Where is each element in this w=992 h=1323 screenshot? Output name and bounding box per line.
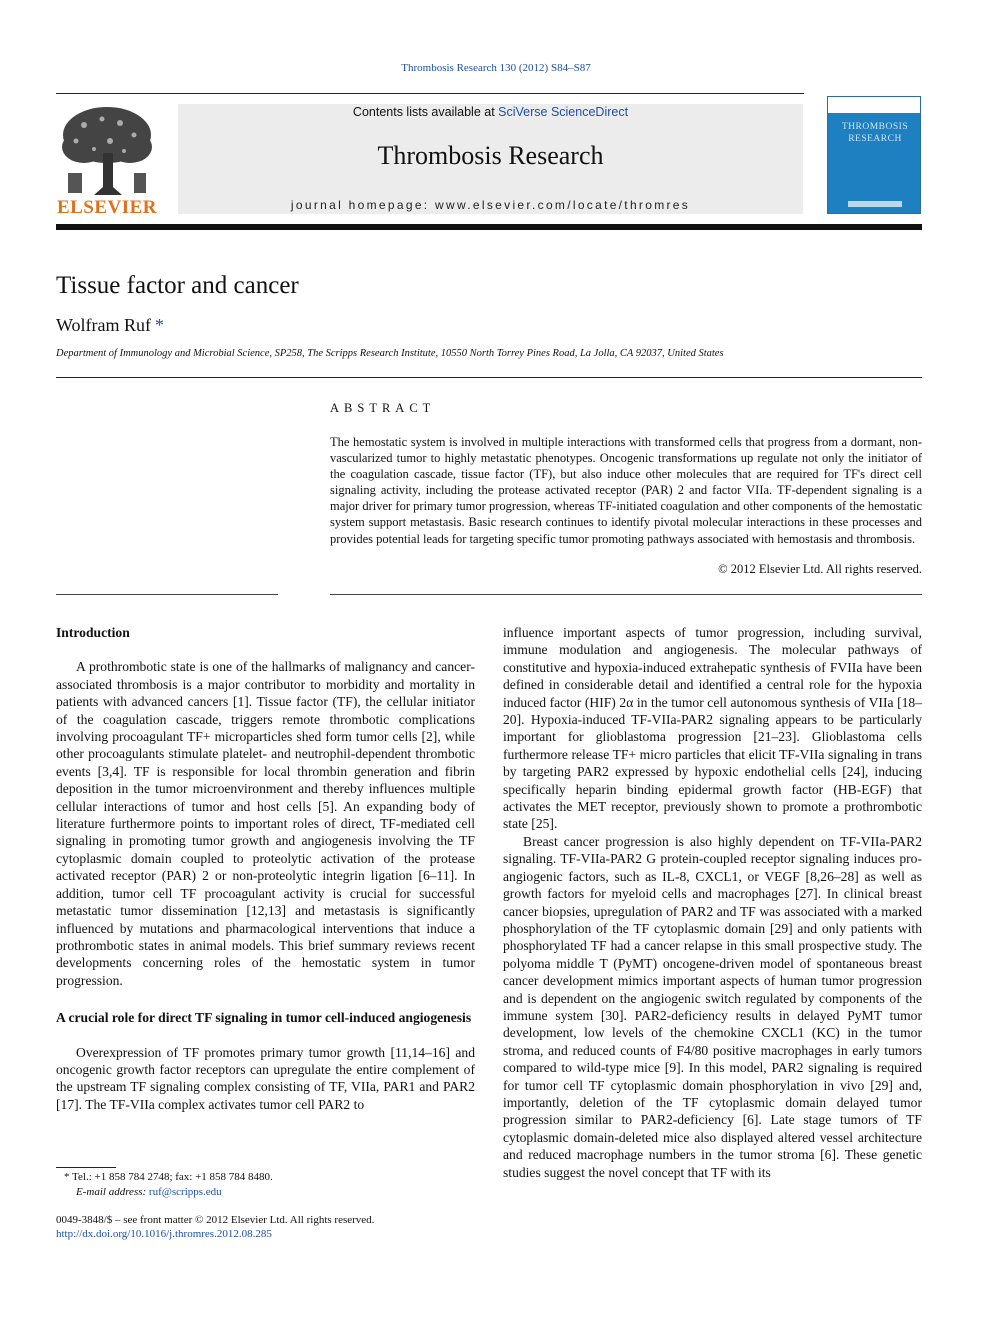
email-link[interactable]: ruf@scripps.edu: [148, 1186, 222, 1198]
abstract-text: The hemostatic system is involved in multiple interactions with transformed cells that progress from a dormant, non-vascularized tumor to highly metastatic phenotypes. Oncogenic transformations up regulate not only the initiator of the coagulation cascade, tissue factor (TF), but also induce other molecules that are required for TF's direct cell signaling activity, including the protease activated receptor (PAR) 2 and factor VIIa. TF-dependent signaling is a major driver for primary tumor progression, whereas TF-initiated coagulation and other components of the hemostatic system support metastasis. Basic research continues to identify pivotal molecular interactions in these processes and provides potential leads for targeting specific tumor promoting pathways associated with hemostasis and thrombosis.: [330, 435, 922, 546]
abstract-heading: ABSTRACT: [330, 401, 436, 415]
email-label: E-mail address:: [76, 1186, 147, 1198]
contents-prefix: Contents lists available at: [352, 105, 499, 119]
intro-paragraph: A prothrombotic state is one of the hallmarks of malignancy and cancer-associated thrombosis is a major contributor to morbidity and mortality in patients with advanced cancers [1]. Tissue factor (TF), the cellular initiator of the coagulation cascade, triggers remote thrombotic complications involving procoagulant TF+ microparticles shed form tumor cells [2], while other procoagulants stimulate platelet- and neutrophil-dependent thrombotic events [3,4]. TF is responsible for local thrombin generation and fibrin deposition in the tumor microenvironment and thereby influences multiple cellular interactions of tumor and host cells [5]. An expanding body of literature furthermore points to important roles of direct, TF-mediated cell signaling in promoting tumor growth and angiogenesis involving the TF cytoplasmic domain coupled to proteolytic activation of the protease activated receptor (PAR) 2 or non-proteolytic integrin ligation [6–11]. In addition, tumor cell TF procoagulant activity is crucial for successful metastatic tumor dissemination [12,13] and metastasis is significantly influenced by mutations and pharmacological interventions that induce a prothrombotic states in animal models. This brief summary reviews recent developments concerning roles of the hemostatic system in tumor progression.: [56, 659, 475, 988]
cover-title: THROMBOSIS RESEARCH: [841, 122, 909, 144]
section-heading-introduction: Introduction: [56, 625, 130, 640]
title-rule: [56, 377, 922, 378]
issn-line: 0049-3848/$ – see front matter © 2012 Elsevier Ltd. All rights reserved.: [56, 1214, 375, 1226]
cover-top-strip: [828, 97, 920, 113]
journal-cover-thumbnail: [827, 96, 921, 214]
footnote-contact: * Tel.: +1 858 784 2748; fax: +1 858 784 8480.: [64, 1171, 273, 1183]
contents-availability: [178, 105, 803, 119]
corresponding-author-marker[interactable]: *: [155, 315, 165, 335]
body-column-left: [56, 624, 475, 1113]
section2-paragraph: Overexpression of TF promotes primary tumor growth [11,14–16] and oncogenic growth factor receptors can upregulate the entire complement of the upstream TF signaling complex consisting of TF, VIIa, PAR1 and PAR2 [17]. The TF-VIIa complex activates tumor cell PAR2 to: [56, 1044, 475, 1112]
author-line: [56, 315, 164, 336]
journal-homepage[interactable]: journal homepage: www.elsevier.com/locate/thromres: [290, 198, 691, 212]
cover-footer-mark: [848, 201, 902, 207]
journal-citation[interactable]: Thrombosis Research 130 (2012) S84–S87: [401, 62, 591, 74]
abstract-rule-right: [330, 594, 922, 595]
author-name: Wolfram Ruf: [56, 315, 152, 335]
header-thick-rule: [56, 224, 922, 230]
header-top-rule: [56, 93, 804, 94]
sciencedirect-link[interactable]: SciVerse ScienceDirect: [498, 105, 629, 119]
article-title: Tissue factor and cancer: [56, 272, 299, 299]
right-paragraph-1: influence important aspects of tumor progression, including survival, immune modulation and angiogenesis. The molecular pathways of constitutive and hypoxia-induced extrahepatic synthesis of FVIIa have been defined in considerable detail and identified a central role for the hypoxia induced factor (HIF) 2α in the tumor cell autonomous synthesis of VIIa [18–20]. Hypoxia-induced TF-VIIa-PAR2 signaling appears to be particularly important for glioblastoma progression [21–23]. Glioblastoma cells furthermore release TF+ micro particles that elicit TF-VIIa signaling in trans by targeting PAR2 expressed by hypoxic endothelial cells [24], inducing specifically heparin binding epidermal growth factor (HB-EGF) that activates the MET receptor, previously shown to promote a prothrombotic state [25].: [503, 625, 922, 832]
body-column-right: [503, 624, 922, 1181]
section-heading-tf-signaling: A crucial role for direct TF signaling in tumor cell-induced angiogenesis: [56, 1010, 472, 1026]
journal-title: Thrombosis Research: [377, 141, 604, 170]
abstract-rule-left: [56, 594, 278, 595]
elsevier-wordmark: ELSEVIER: [56, 197, 158, 218]
footnote-rule: [56, 1167, 116, 1168]
footnote-email: [76, 1185, 222, 1200]
doi-link[interactable]: http://dx.doi.org/10.1016/j.thromres.2012.08.285: [56, 1228, 272, 1240]
author-affiliation: Department of Immunology and Microbial Science, SP258, The Scripps Research Institute, 10550 North Torrey Pines Road, La Jolla, CA 92037, United States: [56, 348, 724, 359]
right-paragraph-2: Breast cancer progression is also highly dependent on TF-VIIa-PAR2 signaling. TF-VIIa-PAR2 G protein-coupled receptor signaling induces pro-angiogenic factors, such as IL-8, CXCL1, or VEGF [8,26–28] as well as growth factors for myeloid cells and macrophages [27]. In clinical breast cancer biopsies, upregulation of PAR2 and TF was associated with a marked phosphorylation of the TF cytoplasmic domain [29] and only patients with phosphorylated TF had a cancer relapse in this small prospective study. The polyoma middle T (PyMT) oncogene-driven model of spontaneous breast cancer development mimics important aspects of human tumor progression and is dependent on the angiogenic switch regulated by components of the immune system [30]. PAR2-deficiency results in delayed PyMT tumor development, low levels of the chemokine CXCL1 (KC) in the tumor stroma, and reduced counts of F4/80 positive macrophages in early tumors compared to wild-type mice [9]. In this model, PAR2 signaling is required for tumor cell TF cytoplasmic domain phosphorylation in vivo [29] and, importantly, deletion of the TF cytoplasmic domain delayed tumor progression similar to PAR2-deficiency [6]. Late stage tumors of TF cytoplasmic domain-deleted mice also displayed altered vessel architecture and reduced macrophage numbers in the tumor stroma [6]. These genetic studies suggest the novel concept that TF with its: [503, 833, 922, 1180]
abstract-copyright: © 2012 Elsevier Ltd. All rights reserved.: [718, 562, 922, 576]
